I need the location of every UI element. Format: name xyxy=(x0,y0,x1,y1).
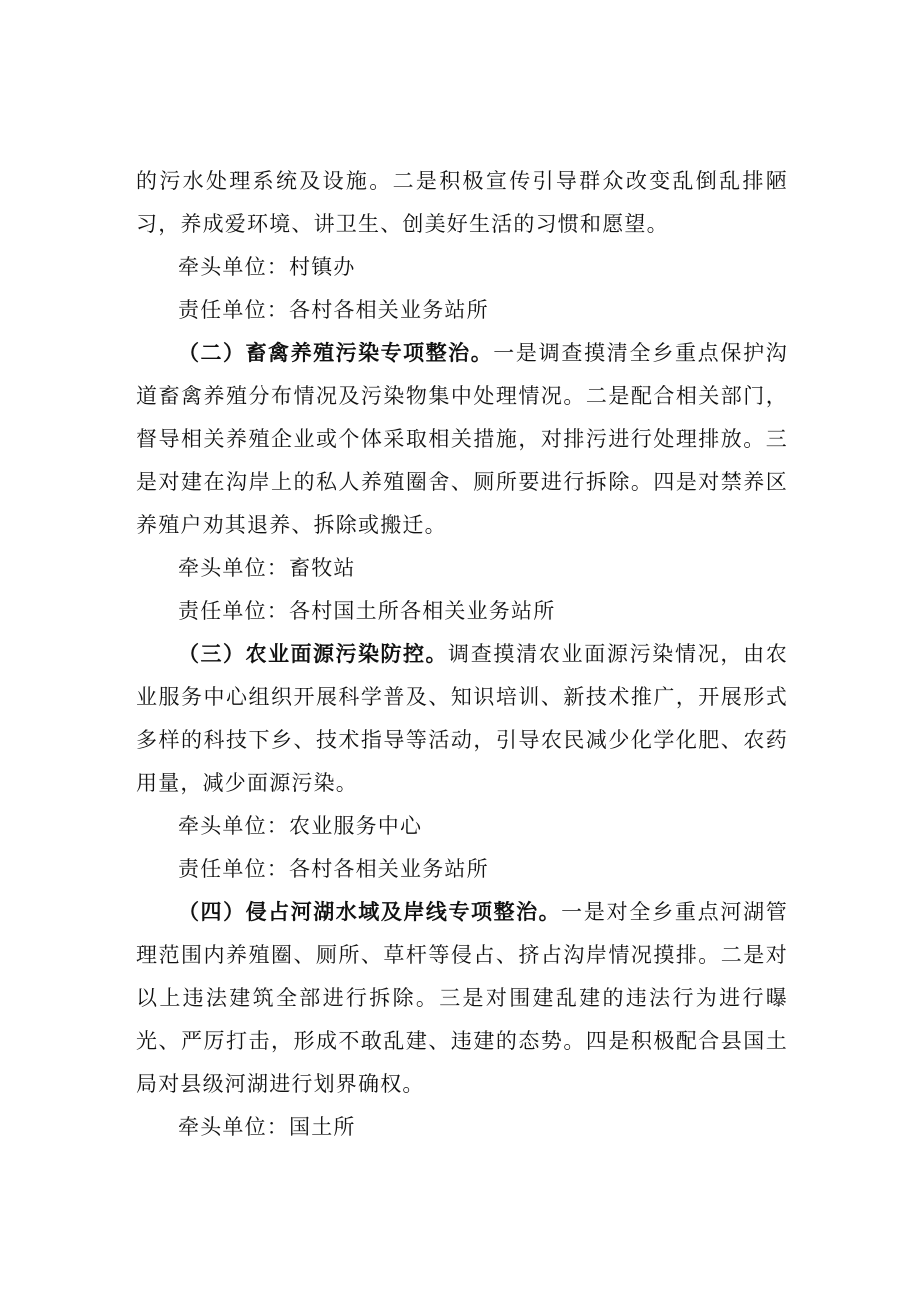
section-4-paragraph xyxy=(136,891,788,1106)
section-4-heading: （四）侵占河湖水域及岸线专项整治。 xyxy=(178,900,562,924)
section-2-body: 一是调查摸清全乡重点保护沟道畜禽养殖分布情况及污染物集中处理情况。二是配合相关部门，督导相关养殖企业或个体采取相关措施，对排污进行处理排放。三是对建在沟岸上的私人养殖圈舍、厕所要进行拆除。四是对禁养区养殖户劝其退养、拆除或搬迁。 xyxy=(136,341,788,537)
section-2-responsible-unit: 责任单位：各村国土所各相关业务站所 xyxy=(178,599,556,623)
section-3-paragraph xyxy=(136,633,788,805)
section-4-lead-unit: 牵头单位：国土所 xyxy=(178,1115,356,1139)
section-3-lead-unit: 牵头单位：农业服务中心 xyxy=(178,814,423,838)
section-4-body: 一是对全乡重点河湖管理范围内养殖圈、厕所、草杆等侵占、挤占沟岸情况摸排。二是对以上违法建筑全部进行拆除。三是对围建乱建的违法行为进行曝光、严厉打击，形成不敢乱建、违建的态势。四是积极配合县国土局对县级河湖进行划界确权。 xyxy=(136,900,789,1096)
intro-lead-unit: 牵头单位：村镇办 xyxy=(178,255,356,279)
document-body xyxy=(136,160,788,1149)
section-2-paragraph xyxy=(136,332,788,547)
section-2-heading: （二）畜禽养殖污染专项整治。 xyxy=(178,341,494,365)
section-3-heading: （三）农业面源污染防控。 xyxy=(178,642,448,666)
intro-paragraph: 的污水处理系统及设施。二是积极宣传引导群众改变乱倒乱排陋习，养成爱环境、讲卫生、创美好生活的习惯和愿望。 xyxy=(136,169,788,236)
section-2-lead-unit: 牵头单位：畜牧站 xyxy=(178,556,356,580)
section-3-responsible-unit: 责任单位：各村各相关业务站所 xyxy=(178,857,489,881)
intro-responsible-unit: 责任单位：各村各相关业务站所 xyxy=(178,298,489,322)
section-3-body: 调查摸清农业面源污染情况，由农业服务中心组织开展科学普及、知识培训、新技术推广，开展形式多样的科技下乡、技术指导等活动，引导农民减少化学化肥、农药用量，减少面源污染。 xyxy=(136,642,788,795)
